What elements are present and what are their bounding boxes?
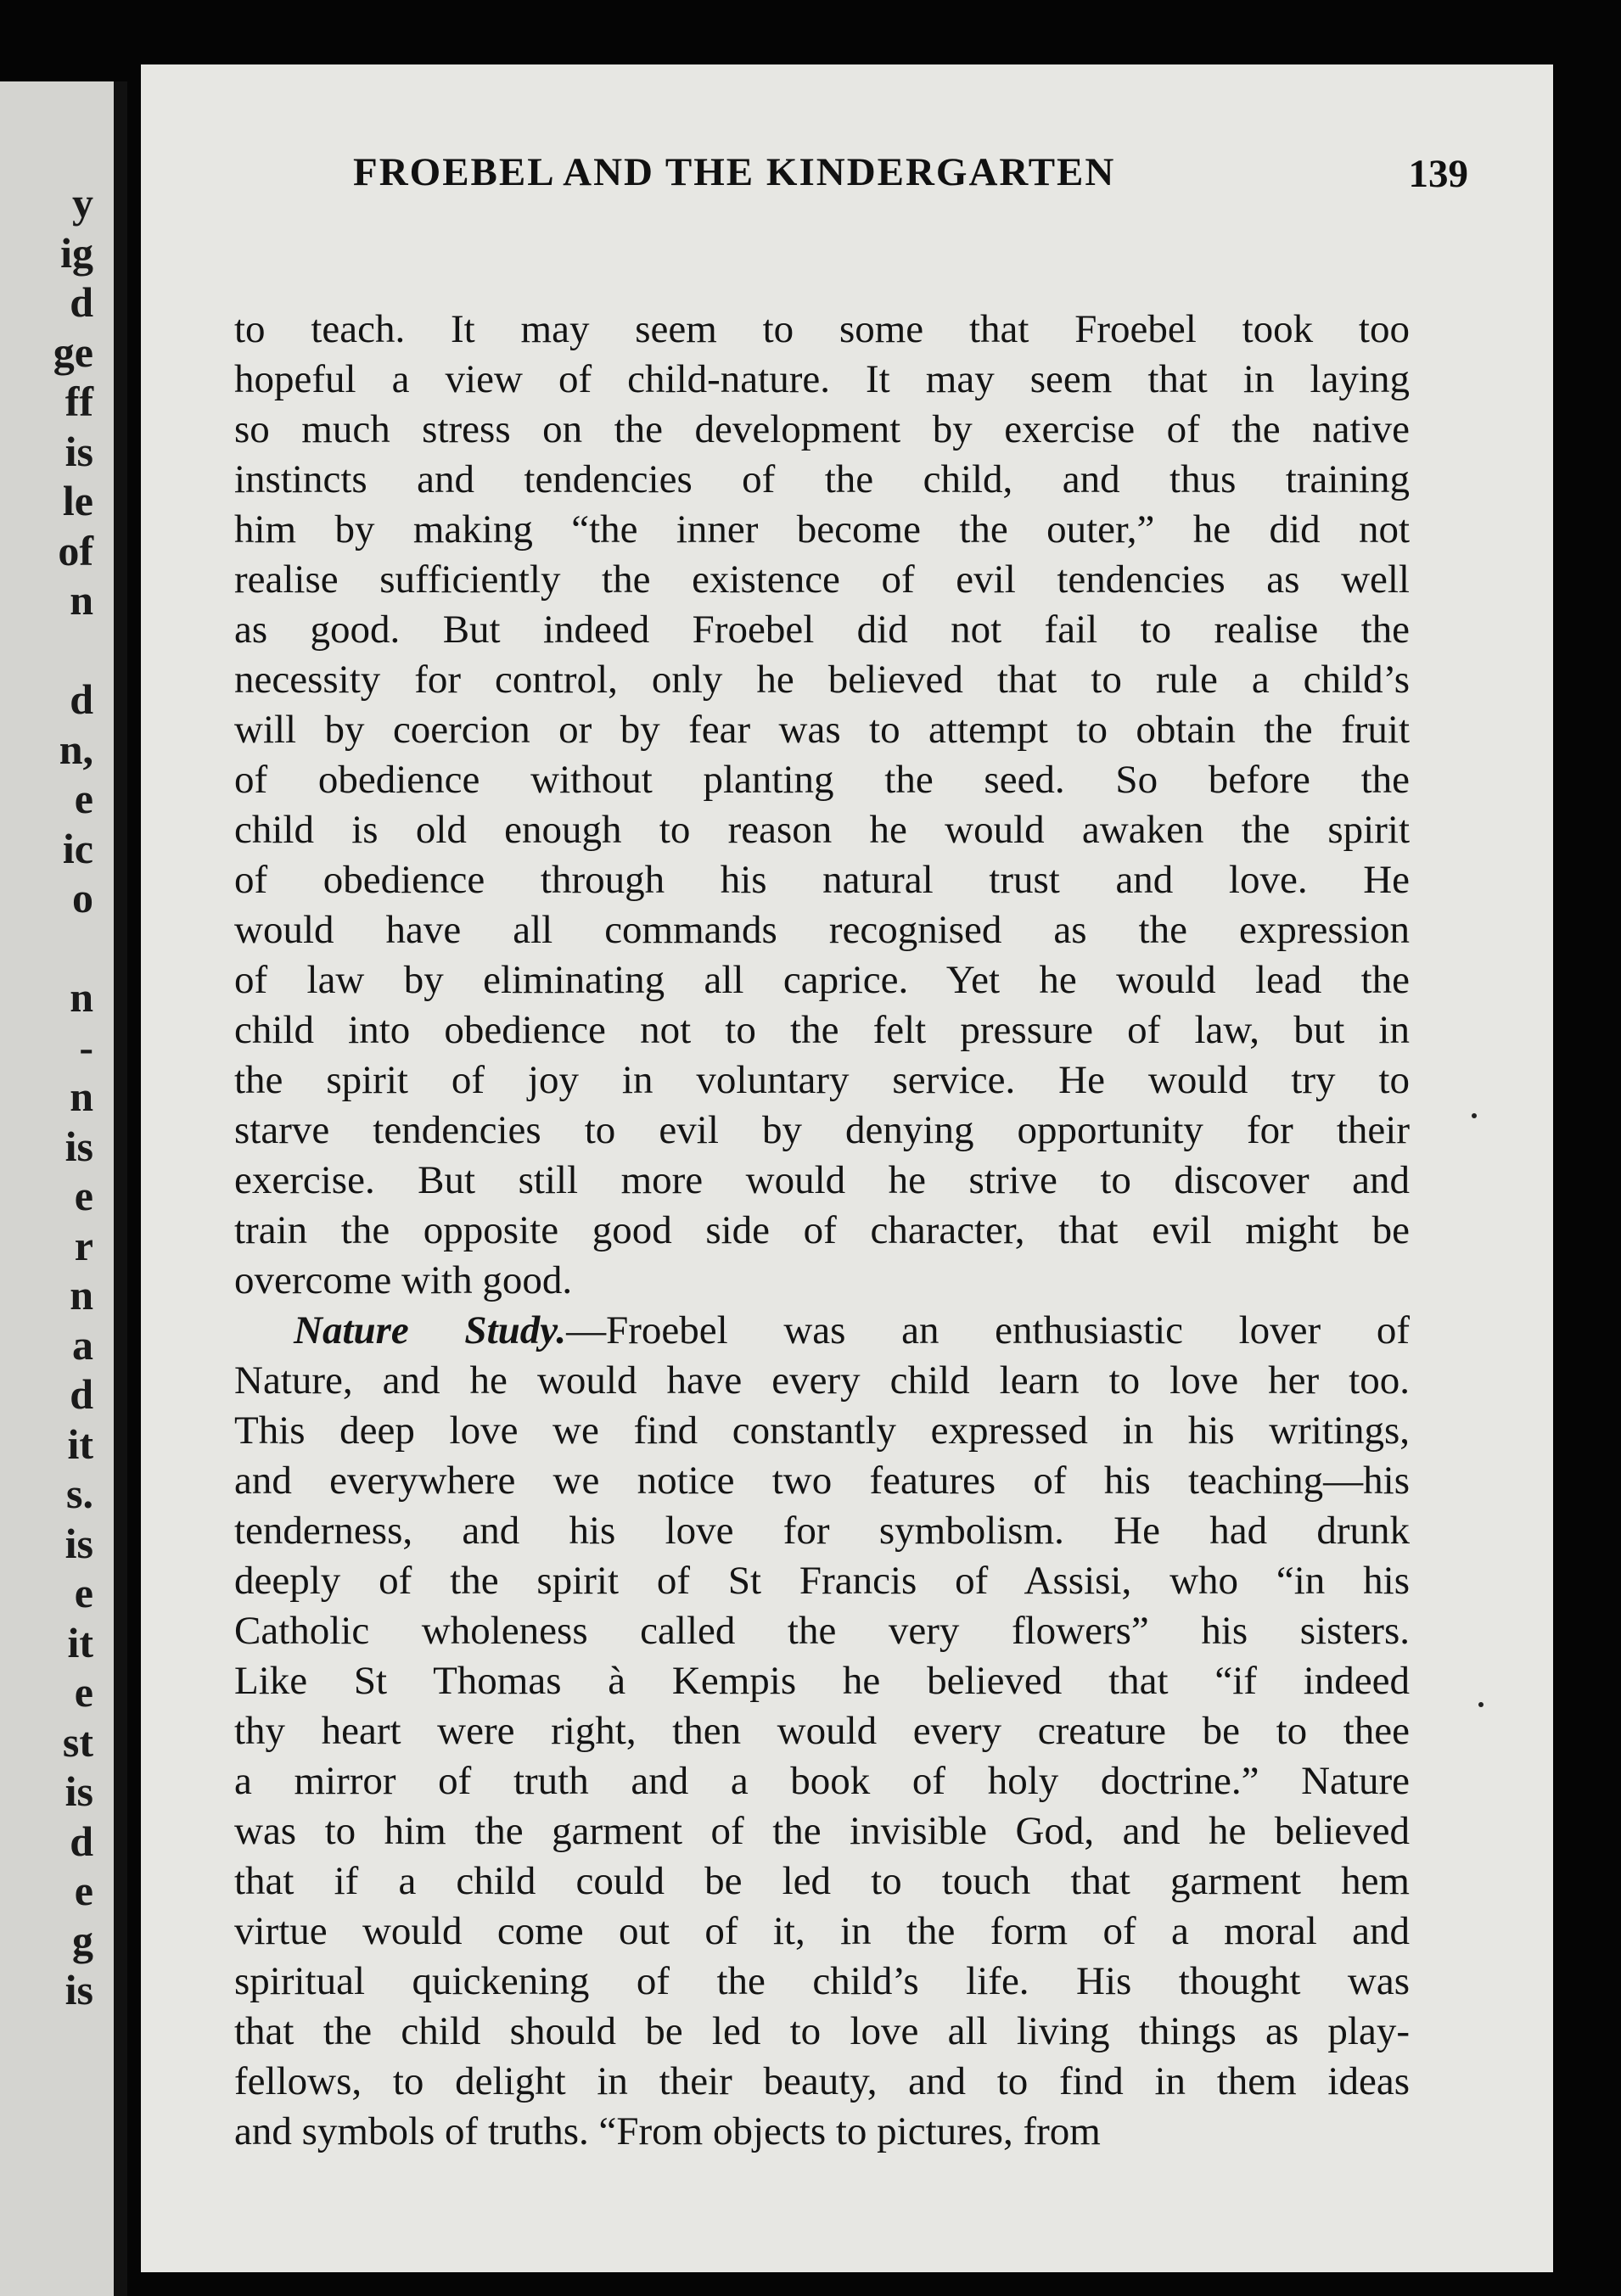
text-line: overcome with good. — [234, 1258, 573, 1302]
text-line: deeply of the spirit of St Francis of Assisi, who “in his — [234, 1559, 1410, 1603]
previous-page-line-end: d — [70, 278, 93, 326]
previous-page-line-end: n — [70, 576, 93, 624]
previous-page-line-end: g — [72, 1916, 93, 1964]
text-line: so much stress on the development by exercise of the native — [234, 407, 1410, 451]
previous-page-edge — [0, 81, 127, 2296]
previous-page-line-end: le — [62, 477, 93, 524]
text-line: instincts and tendencies of the child, and thus training — [234, 457, 1410, 501]
text-line: of law by eliminating all caprice. Yet he would lead the — [234, 958, 1410, 1002]
text-line: exercise. But still more would he strive to discover and — [234, 1158, 1410, 1202]
previous-page-line-end: d — [70, 1370, 93, 1418]
running-head-title: FROEBEL AND THE KINDERGARTEN — [353, 150, 1116, 194]
text-line: necessity for control, only he believed that to rule a child’s — [234, 658, 1410, 702]
text-line: fellows, to delight in their beauty, and to find in them ideas — [234, 2059, 1410, 2103]
text-line: spiritual quickening of the child’s life. His thought was — [234, 1959, 1410, 2003]
text-line: and symbols of truths. “From objects to pictures, from — [234, 2109, 1101, 2153]
text-line: to teach. It may seem to some that Froebel took too — [234, 307, 1410, 351]
text-line: him by making “the inner become the outer,” he did not — [234, 507, 1410, 552]
previous-page-line-end: a — [72, 1320, 93, 1369]
print-speck — [1478, 1702, 1484, 1707]
previous-page-line-end: ic — [62, 824, 93, 872]
section-first-line-text: —Froebel was an enthusiastic lover of — [566, 1308, 1410, 1352]
previous-page-line-end: it — [67, 1618, 93, 1666]
text-line: a mirror of truth and a book of holy doctrine.” Nature — [234, 1759, 1410, 1803]
text-line: the spirit of joy in voluntary service. He would try to — [234, 1058, 1410, 1102]
previous-page-line-end: n, — [59, 725, 93, 773]
previous-page-line-end: e — [74, 1668, 93, 1716]
text-line: hopeful a view of child-nature. It may seem that in laying — [234, 357, 1410, 401]
previous-page-line-end: ge — [53, 328, 93, 376]
text-line: child into obedience not to the felt pressure of law, but in — [234, 1008, 1410, 1052]
text-line: of obedience without planting the seed. So before the — [234, 758, 1410, 802]
previous-page-line-end: n — [70, 973, 93, 1021]
text-line: train the opposite good side of character, that evil might be — [234, 1208, 1410, 1252]
page-gutter — [114, 81, 127, 2296]
text-line: virtue would come out of it, in the form of a moral and — [234, 1909, 1410, 1953]
text-line: thy heart were right, then would every creature be to thee — [234, 1709, 1410, 1753]
previous-page-line-end: d — [70, 675, 93, 723]
previous-page-line-end: r — [74, 1221, 93, 1269]
previous-page-line-end: - — [79, 1022, 93, 1071]
previous-page-line-end: it — [67, 1420, 93, 1468]
previous-page-line-end: n — [70, 1271, 93, 1319]
text-line: Like St Thomas à Kempis he believed that “if indeed — [234, 1659, 1410, 1703]
previous-page-line-end: s. — [66, 1470, 93, 1517]
text-line: of obedience through his natural trust and love. He — [234, 858, 1410, 902]
text-line: was to him the garment of the invisible God, and he believed — [234, 1809, 1410, 1853]
print-speck — [1472, 1113, 1477, 1118]
previous-page-line-end: is — [65, 1966, 93, 2013]
previous-page-line-end: st — [62, 1717, 93, 1766]
previous-page-line-end: y — [72, 179, 93, 227]
text-line: as good. But indeed Froebel did not fail to realise the — [234, 608, 1410, 652]
text-line: that the child should be led to love all living things as play- — [234, 2009, 1410, 2053]
text-line: Nature, and he would have every child learn to love her too. — [234, 1358, 1410, 1403]
text-line: and everywhere we notice two features of his teaching—his — [234, 1459, 1410, 1503]
previous-page-line-end: o — [72, 874, 93, 921]
page-number: 139 — [1408, 152, 1468, 196]
paragraph-obedience — [234, 305, 1410, 1306]
text-line: realise sufficiently the existence of evil tendencies as well — [234, 557, 1410, 602]
previous-page-line-end: e — [74, 1867, 93, 1914]
text-line: starve tendencies to evil by denying opportunity for their — [234, 1108, 1410, 1152]
text-line: tenderness, and his love for symbolism. He had drunk — [234, 1509, 1410, 1553]
previous-page-line-end: is — [65, 427, 93, 475]
previous-page-line-end: of — [58, 526, 93, 574]
book-page — [141, 64, 1553, 2272]
previous-page-line-end: is — [65, 1767, 93, 1815]
previous-page-line-end: e — [74, 1172, 93, 1219]
text-line: Catholic wholeness called the very flowers” his sisters. — [234, 1609, 1410, 1653]
previous-page-line-end: e — [74, 1569, 93, 1616]
text-line: that if a child could be led to touch that garment hem — [234, 1859, 1410, 1903]
previous-page-line-end: is — [65, 1519, 93, 1567]
previous-page-line-end: ff — [65, 378, 93, 425]
section-first-line — [234, 1306, 1410, 1356]
previous-page-line-end: ig — [60, 228, 93, 277]
section-heading: Nature Study. — [294, 1308, 567, 1352]
running-head — [353, 149, 1468, 217]
previous-page-line-end: n — [70, 1072, 93, 1120]
text-line: would have all commands recognised as the expression — [234, 908, 1410, 952]
previous-page-line-end: is — [65, 1122, 93, 1170]
text-line: This deep love we find constantly expressed in his writings, — [234, 1408, 1410, 1453]
text-line: will by coercion or by fear was to attempt to obtain the fruit — [234, 708, 1410, 752]
body-text — [234, 305, 1410, 2157]
text-line: child is old enough to reason he would awaken the spirit — [234, 808, 1410, 852]
previous-page-line-end: e — [74, 775, 93, 822]
previous-page-line-end: d — [70, 1817, 93, 1865]
paragraph-nature-study — [234, 1356, 1410, 2157]
